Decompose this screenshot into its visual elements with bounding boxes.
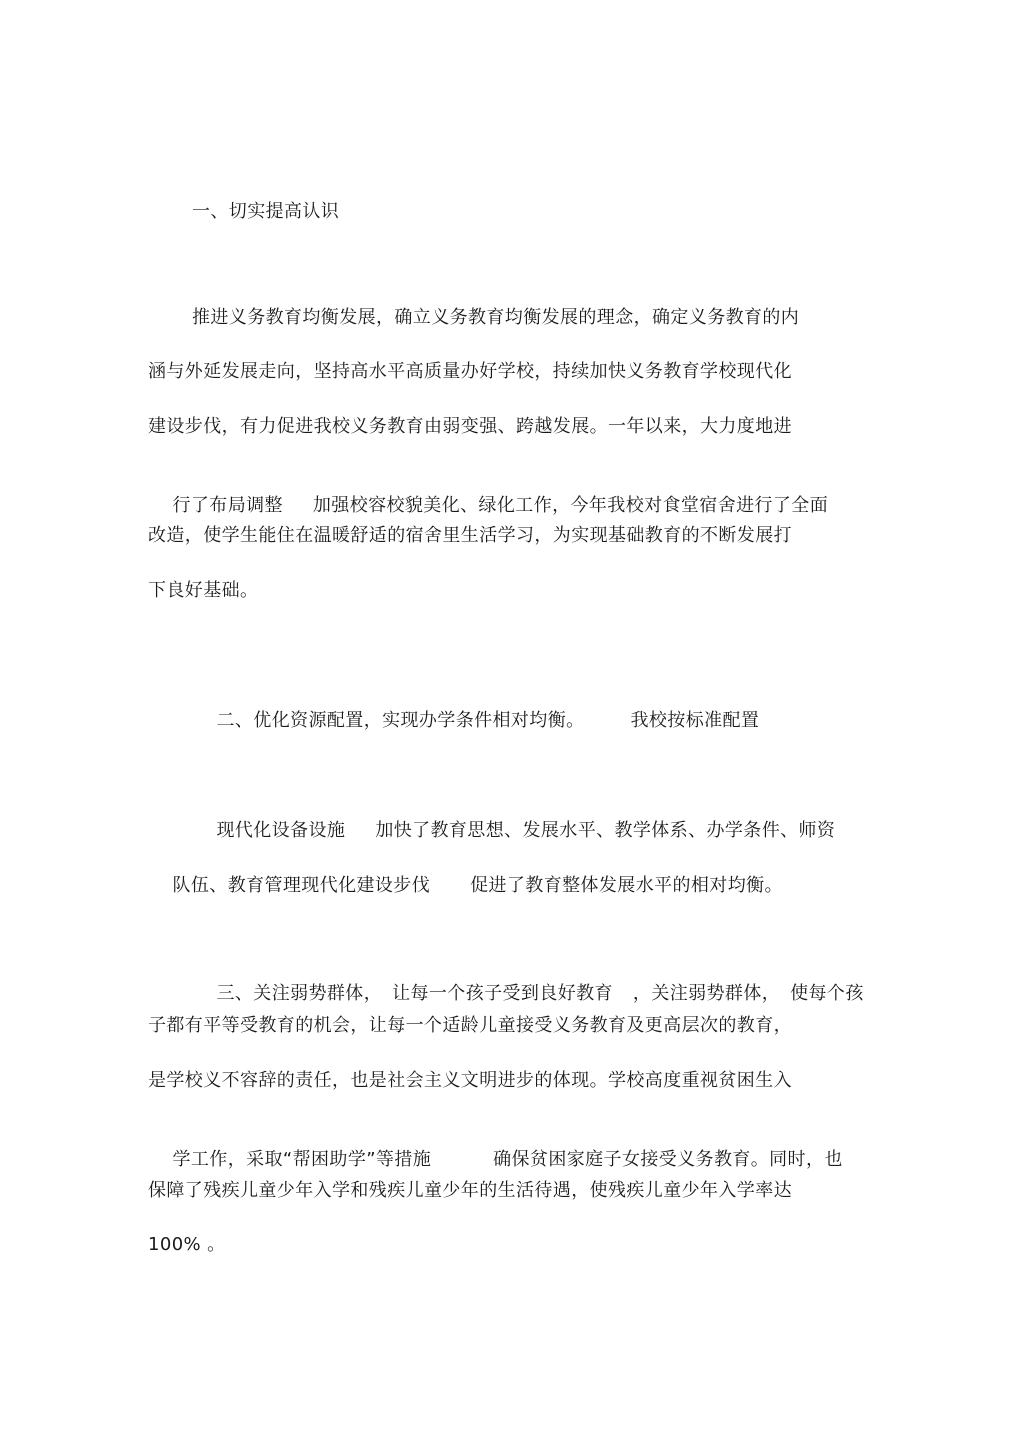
section3-line-1-part-2: 让每一个孩子受到良好教育 (392, 983, 613, 1004)
section3-line-4-part-1: 学工作，采取“帮困助学”等措施 (172, 1149, 432, 1170)
section2-heading (192, 685, 759, 757)
section2-line-2-part-2: 促进了教育整体发展水平的相对均衡。 (470, 875, 783, 896)
section1-line-5: 改造，使学生能住在温暖舒适的宿舍里生活学习，为实现基础教育的不断发展打 (148, 525, 792, 546)
section2-line-1-part-1: 现代化设备设施 (216, 820, 346, 841)
section1-line-6: 下良好基础。 (148, 580, 259, 601)
section3-line-2: 子都有平等受教育的机会，让每一个适龄儿童接受义务教育及更高层次的教育， (148, 1015, 792, 1036)
section1-heading: 一、切实提高认识 (192, 201, 340, 222)
section3-line-4-part-2: 确保贫困家庭子女接受义务教育。同时，也 (493, 1149, 843, 1170)
section1-line-2: 涵与外延发展走向，坚持高水平高质量办好学校，持续加快义务教育学校现代化 (148, 361, 792, 382)
section3-line-1-part-1: 三、关注弱势群体， (216, 983, 383, 1004)
section3-line-1-part-4: 使每个孩 (790, 983, 864, 1004)
section3-line-3: 是学校义不容辞的责任，也是社会主义文明进步的体现。学校高度重视贫困生入 (148, 1070, 792, 1091)
section2-line-2-part-1: 队伍、教育管理现代化建设步伐 (172, 875, 431, 896)
section2-heading-part-1: 二、优化资源配置，实现办学条件相对均衡。 (216, 710, 585, 731)
section3-line-6: 100% 。 (148, 1234, 226, 1255)
section3-line-5: 保障了残疾儿童少年入学和残疾儿童少年的生活待遇，使残疾儿童少年入学率达 (148, 1180, 792, 1201)
section1-line-4-part-2: 加强校容校貌美化、绿化工作，今年我校对食堂宿舍进行了全面 (312, 495, 829, 516)
section2-line-1-part-2: 加快了教育思想、发展水平、教学体系、办学条件、师资 (375, 820, 836, 841)
section1-line-4-part-1: 行了布局调整 (172, 495, 283, 516)
section3-line-1-part-3: ，关注弱势群体， (632, 983, 781, 1004)
section1-line-1: 推进义务教育均衡发展，确立义务教育均衡发展的理念，确定义务教育的内 (192, 307, 800, 328)
section1-line-3: 建设步伐，有力促进我校义务教育由弱变强、跨越发展。一年以来，大力度地进 (148, 416, 792, 437)
section2-line-2 (148, 850, 783, 922)
section2-heading-part-2: 我校按标准配置 (630, 710, 760, 731)
